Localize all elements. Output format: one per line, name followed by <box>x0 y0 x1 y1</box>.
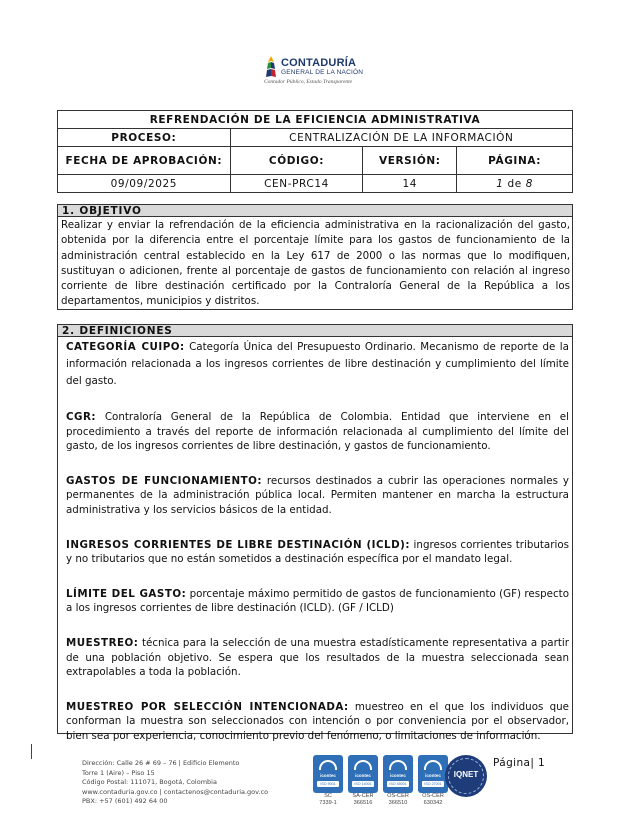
contaduria-logo <box>264 54 376 86</box>
text-cursor <box>31 744 32 759</box>
objetivo-text: Realizar y enviar la refrendación de la eficiencia administrativa en la racionalización del gasto, obtenida por la diferencia entre el porcentaje límite para los gastos de funcionamiento de la administración central establecido en la Ley 617 de 2000 o las normas que lo modifiquen, sustituyan o adicionen, frente al porcentaje de gastos de funcionamiento con relación al ingreso corriente de libre destinación certificado por la Contraloría General de la República a los departamentos, municipios y distritos. <box>61 219 570 308</box>
definiciones-heading: 2. DEFINICIONES <box>58 325 572 337</box>
document-title: REFRENDACIÓN DE LA EFICIENCIA ADMINISTRATIVA <box>58 111 573 129</box>
logo-emblem-icon <box>264 56 278 78</box>
pagina-label: PÁGINA: <box>457 147 573 175</box>
icontec-cert-badge: icontec ISO 27001 OS-CER 630342 <box>418 755 448 811</box>
proceso-value: CENTRALIZACIÓN DE LA INFORMACIÓN <box>230 129 572 147</box>
objetivo-section <box>57 204 573 310</box>
document-header-table <box>57 110 573 193</box>
definition-item: CATEGORÍA CUIPO: Categoría Única del Presupuesto Ordinario. Mecanismo de reporte de la información relacionada a los ingresos corrientes de libre destinación y cumplimiento del límite del gasto. <box>66 341 569 387</box>
iqnet-cert-logo: IQNET <box>445 755 487 797</box>
definiciones-list <box>58 337 572 744</box>
definition-item: CGR: Contraloría General de la República de Colombia. Entidad que interviene en el procedimiento a través del reporte de información relacionada al cumplimiento del límite del gasto, de los ingresos corrientes de libre destinación, y gastos de funcionamiento. <box>66 411 569 453</box>
icontec-cert-badge: icontec ISO 9001 SC 7339-1 <box>313 755 343 811</box>
logo-name: CONTADURÍA <box>281 57 357 69</box>
definiciones-section <box>57 324 573 742</box>
definition-item: MUESTREO: técnica para la selección de una muestra estadísticamente representativa a partir de una población objetivo. Se espera que los resultados de la muestra seleccionada sean extrapolables a toda la población. <box>66 636 569 679</box>
logo-subname: GENERAL DE LA NACIÓN <box>281 69 364 76</box>
definition-item: INGRESOS CORRIENTES DE LIBRE DESTINACIÓN (ICLD): ingresos corrientes tributarios y no tributarios que no están sometidos a destinación específica por el mandato legal. <box>66 538 569 566</box>
footer-address: Dirección: Calle 26 # 69 – 76 | Edificio Elemento Torre 1 (Aire) – Piso 15 Código Postal: 111071, Bogotá, Colombia www.contaduria.gov.co | contactenos@contaduria.gov.co PBX: +57 (601) 492 64 00 <box>82 759 269 806</box>
icontec-cert-badge: icontec ISO 45001 OS-CER 366510 <box>383 755 413 811</box>
version-label: VERSIÓN: <box>363 147 457 175</box>
proceso-label: PROCESO: <box>58 129 231 147</box>
pagina-value: 1 de 8 <box>457 175 573 193</box>
definition-item: LÍMITE DEL GASTO: porcentaje máximo permitido de gastos de funcionamiento (GF) respecto a los ingresos corrientes de libre destinación (ICLD). (GF / ICLD) <box>66 587 569 615</box>
codigo-label: CÓDIGO: <box>230 147 363 175</box>
page-number: Página| 1 <box>493 757 546 769</box>
fecha-value: 09/09/2025 <box>58 175 231 193</box>
objetivo-heading: 1. OBJETIVO <box>58 205 572 217</box>
icontec-cert-badge: icontec ISO 14001 SA-CER 366516 <box>348 755 378 811</box>
codigo-value: CEN-PRC14 <box>230 175 363 193</box>
logo-tagline: Contador Público, Estado Transparente <box>264 79 353 85</box>
fecha-label: FECHA DE APROBACIÓN: <box>58 147 231 175</box>
definition-item: MUESTREO POR SELECCIÓN INTENCIONADA: muestreo en el que los individuos que conforman la muestra son seleccionados con intención o por conveniencia por el observador, bien sea por experiencia, conocimiento previo del fenómeno, o limitaciones de información. <box>66 700 569 742</box>
version-value: 14 <box>363 175 457 193</box>
definition-item: GASTOS DE FUNCIONAMIENTO: recursos destinados a cubrir las operaciones normales y permanentes de la administración pública local. Permiten mantener en marcha la estructura administrativa y los servicios básicos de la entidad. <box>66 474 569 516</box>
